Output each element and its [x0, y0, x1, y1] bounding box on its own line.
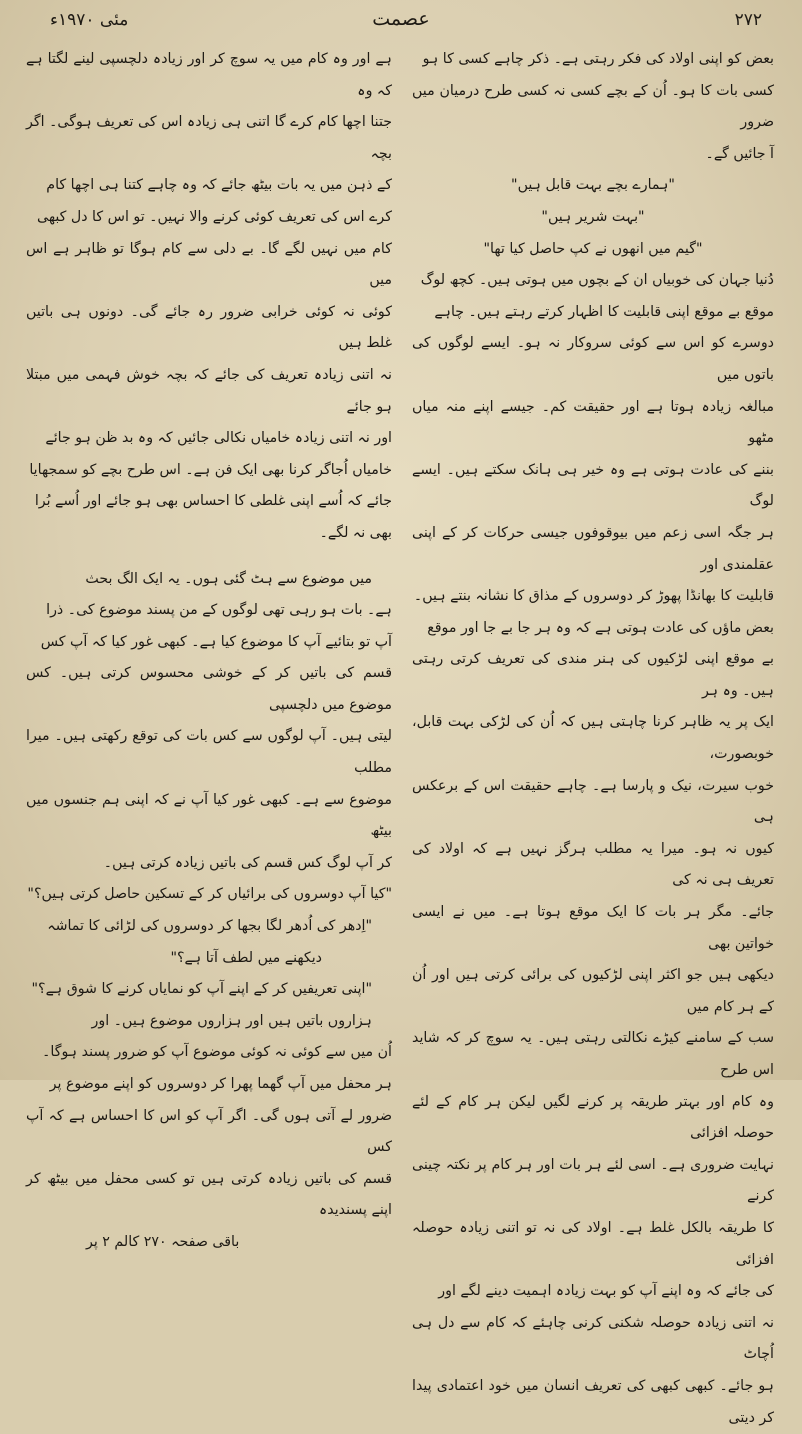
text-line: آ جائیں گے۔: [705, 145, 774, 162]
text-line: آپ تو بتائیے آپ کا موضوع کیا ہے۔ کبھی غور کیا کہ آپ کس: [40, 633, 392, 650]
quote-line: "بہت شریر ہیں": [541, 208, 645, 225]
text-line: کیوں نہ ہو۔ میرا یہ مطلب ہرگز نہیں ہے کہ اولاد کی تعریف ہی نہ کی: [412, 840, 774, 889]
text-line: کر آپ لوگ کس قسم کی باتیں زیادہ کرتی ہیں۔: [103, 854, 392, 871]
text-line: جتنا اچھا کام کرے گا اتنی ہی زیادہ اس کی تعریف ہوگی۔ اگر بچہ: [26, 114, 392, 162]
text-line: ہر محفل میں آپ گھما پھرا کر دوسروں کو اپنے موضوع پر: [49, 1076, 392, 1092]
text-line: ہے۔ بات ہو رہی تھی لوگوں کے من پسند موضوع کی۔ ذرا: [46, 602, 392, 619]
text-line: ہر جگہ اسی زعم میں بیوقوفوں جیسی حرکات کر کے اپنی عقلمندی اور: [412, 524, 774, 573]
text-line: سب کے سامنے کیڑے نکالتی رہتی ہیں۔ یہ سوچ کر کہ شاید اس طرح: [412, 1030, 774, 1078]
text-line: قسم کی باتیں زیادہ کرتی ہیں تو کسی محفل میں بیٹھ کر اپنے پسندیدہ: [26, 1170, 392, 1219]
text-line: کرے اس کی تعریف کوئی کرنے والا نہیں۔ تو اس کا دل کبھی: [37, 208, 392, 225]
quote-line: دیکھنے میں لطف آتا ہے؟": [170, 949, 322, 966]
text-line: ہزاروں باتیں ہیں اور ہزاروں موضوع ہیں۔ اور: [91, 1012, 372, 1029]
page-number: ۲۷۲: [734, 10, 762, 30]
text-line: کے ذہن میں یہ بات بیٹھ جائے کہ وہ چاہے کتنا ہی اچھا کام: [46, 177, 392, 194]
issue-date: مئی ۱۹۷۰ء: [50, 10, 129, 30]
text-line: نہایت ضروری ہے۔ اسی لئے ہر بات اور ہر کام پر نکتہ چینی کرنے: [412, 1156, 774, 1205]
text-line: خوب سیرت، نیک و پارسا ہے۔ چاہے حقیقت اس کے برعکس ہی: [412, 777, 774, 826]
text-line: موضوع سے ہے۔ کبھی غور کیا آپ نے کہ اپنی ہم جنسوں میں بیٹھ: [26, 791, 392, 840]
text-line: موقع بے موقع اپنی قابلیت کا اظہار کرتے رہتے ہیں۔ چاہے: [434, 303, 774, 320]
text-line: کوئی نہ کوئی خرابی ضرور رہ جائے گی۔ دونوں ہی باتیں غلط ہیں: [26, 303, 392, 352]
text-line: جائے۔ مگر ہر بات کا ایک موقع ہوتا ہے۔ میں نے ایسی خواتین بھی: [412, 904, 774, 952]
text-line: بعض ماؤں کی عادت ہوتی ہے کہ وہ ہر جا بے جا اور موقع: [427, 619, 774, 636]
text-line: خامیاں اُجاگر کرنا بھی ایک فن ہے۔ اس طرح بچے کو سمجھایا: [29, 461, 392, 478]
text-line: بھی نہ لگے۔: [319, 524, 392, 541]
quote-line: "گیم میں انھوں نے کپ حاصل کیا تھا": [483, 240, 703, 257]
text-line: ضرور لے آتی ہوں گی۔ اگر آپ کو اس کا احساس ہے کہ آپ کس: [26, 1107, 392, 1156]
text-line: اُن میں سے کوئی نہ کوئی موضوع آپ کو ضرور پسند ہوگا۔: [42, 1044, 392, 1061]
text-line: کا طریقہ بالکل غلط ہے۔ اولاد کی نہ تو اتنی زیادہ حوصلہ افزائی: [412, 1219, 774, 1268]
text-line: جائے کہ اُسے اپنی غلطی کا احساس بھی ہو جائے اور اُسے بُرا: [34, 493, 392, 510]
text-line: بعض کو اپنی اولاد کی فکر رہتی ہے۔ ذکر چاہے کسی کا ہو: [422, 51, 774, 67]
text-line: دُنیا جہان کی خوبیاں ان کے بچوں میں ہوتی ہیں۔ کچھ لوگ: [420, 272, 774, 289]
text-line: ہو جائے۔ کبھی کبھی کی تعریف انسان میں خود اعتمادی پیدا کر دیتی: [412, 1377, 774, 1426]
page-header: [30, 6, 772, 40]
text-line: مبالغہ زیادہ ہوتا ہے اور حقیقت کم۔ جیسے اپنے منہ میاں مٹھو: [412, 398, 774, 447]
text-line: دیکھی ہیں جو اکثر اپنی لڑکیوں کی برائی کرتی ہیں اور اُن کے ہر کام میں: [412, 967, 774, 1015]
text-line: کسی بات کا ہو۔ اُن کے بچے کسی نہ کسی طرح درمیان میں ضرور: [412, 82, 774, 131]
text-line: کی جائے کہ وہ اپنے آپ کو بہت زیادہ اہمیت دینے لگے اور: [438, 1283, 774, 1300]
quote-line: "کیا آپ دوسروں کی برائیاں کر کے تسکین حاصل کرتی ہیں؟": [27, 886, 392, 903]
text-line: لیتی ہیں۔ آپ لوگوں سے کس بات کی توقع رکھتی ہیں۔ میرا مطلب: [26, 728, 392, 777]
quote-line: "اِدھر کی اُدھر لگا بجھا کر دوسروں کی لڑائی کا تماشہ: [47, 918, 372, 935]
text-line: اور نہ اتنی زیادہ خامیاں نکالی جائیں کہ وہ بد ظن ہو جائے: [45, 430, 392, 447]
text-line: میں موضوع سے ہٹ گئی ہوں۔ یہ ایک الگ بحث: [85, 570, 372, 587]
text-line: نہ اتنی زیادہ تعریف کی جائے کہ بچہ خوش فہمی میں مبتلا ہو جائے: [26, 366, 392, 415]
text-line: بننے کی عادت ہوتی ہے وہ خیر ہی ہانک سکتے ہیں۔ ایسے لوگ: [412, 461, 774, 510]
text-line: دوسرے کو اس سے کوئی سروکار نہ ہو۔ ایسے لوگوں کی باتوں میں: [412, 335, 774, 383]
text-line: ہے اور وہ کام میں یہ سوچ کر اور زیادہ دلچسپی لینے لگتا ہے کہ وہ: [26, 51, 392, 99]
text-line: نہ اتنی زیادہ حوصلہ شکنی کرنی چاہئے کہ کام سے دل ہی اُچاٹ: [412, 1314, 774, 1363]
left-column: [26, 44, 392, 1259]
quote-line: "اپنی تعریفیں کر کے اپنے آپ کو نمایاں کرنے کا شوق ہے؟": [31, 981, 372, 998]
text-line: قسم کی باتیں کر کے خوشی محسوس کرتی ہیں۔ کس موضوع میں دلچسپی: [26, 665, 392, 713]
text-line: کام میں نہیں لگے گا۔ بے دلی سے کام ہوگا تو ظاہر ہے اس میں: [26, 240, 392, 289]
right-column: [412, 44, 774, 1434]
magazine-title: عصمت: [372, 8, 430, 30]
text-line: قابلیت کا بھانڈا پھوڑ کر دوسروں کے مذاق کا نشانہ بنتے ہیں۔: [413, 588, 774, 605]
text-line: ایک پر یہ ظاہر کرنا چاہتی ہیں کہ اُن کی لڑکی بہت قابل، خوبصورت،: [412, 714, 774, 763]
continued-note: باقی صفحہ ۲۷۰ کالم ۲ پر: [86, 1233, 240, 1250]
text-line: بے موقع اپنی لڑکیوں کی ہنر مندی کی تعریف کرتی رہتی ہیں۔ وہ ہر: [412, 651, 774, 699]
quote-line: "ہمارے بچے بہت قابل ہیں": [511, 177, 675, 194]
text-line: وہ کام اور بہتر طریقہ پر کرنے لگیں لیکن ہر کام کے لئے حوصلہ افزائی: [412, 1093, 774, 1142]
